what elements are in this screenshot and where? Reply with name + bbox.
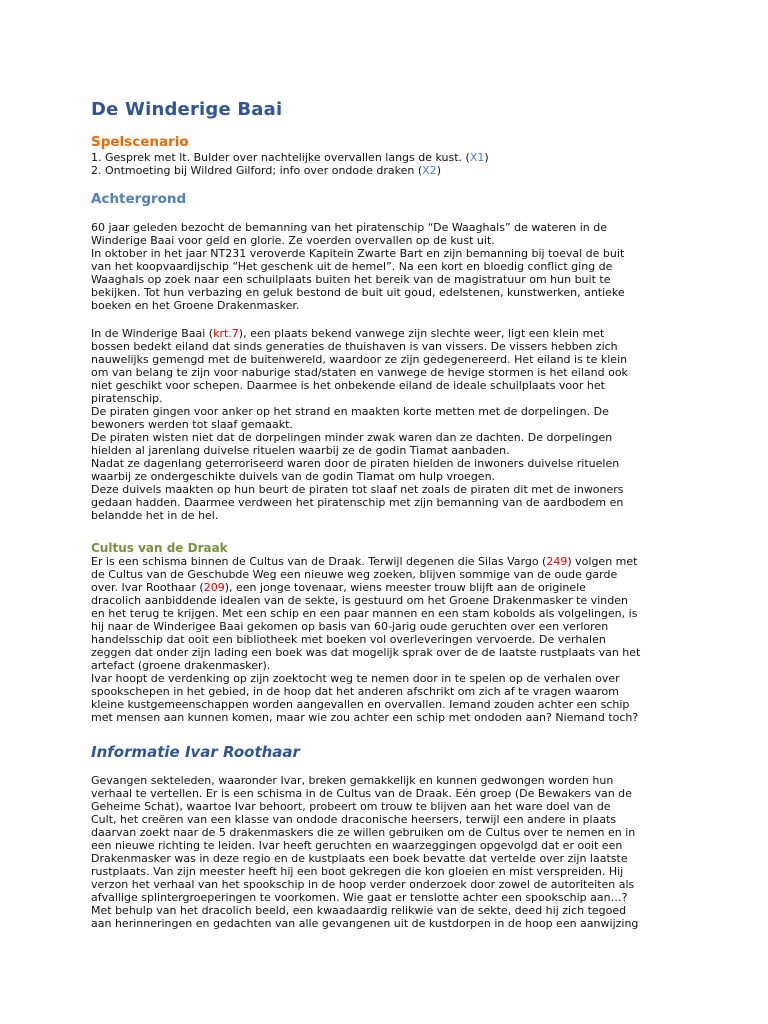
heading-informatie-ivar-roothaar: Informatie Ivar Roothaar (91, 743, 300, 761)
text-line: piratenschip. (91, 392, 163, 405)
list-item: 1. Gesprek met lt. Bulder over nachtelijke overvallen langs de kust. (X1) (91, 151, 489, 164)
text-line: over. Ivar Roothaar (209), een jonge tovenaar, wiens meester trouw blijft aan de originele (91, 581, 586, 594)
heading-spelscenario: Spelscenario (91, 134, 189, 150)
text-line: In de Winderige Baai (krt.7), een plaats bekend vanwege zijn slechte weer, ligt een klein met (91, 327, 605, 340)
text-line: aan herinneringen en gedachten van alle gevangenen uit de kustdorpen in de hoop een aanwijzing (91, 917, 639, 930)
text-line: 60 jaar geleden bezocht de bemanning van het piratenschip “De Waaghals” de wateren in de (91, 221, 608, 234)
text-line: Waaghals op zoek naar een schuilplaats buiten het bereik van de magistratuur om hun buit te (91, 273, 611, 286)
text-line: Nadat ze dagenlang geterroriseerd waren door de piraten hielden de inwoners duivelse rituelen (91, 457, 620, 470)
text-line: van het koopvaardijschip “Het geschenk uit de hemel”. Na een kort en bloedig conflict ging de (91, 260, 613, 273)
map-ref-krt7[interactable]: krt.7 (213, 327, 239, 340)
text-line: Deze duivels maakten op hun beurt de piraten tot slaaf net zoals de piraten dit met de inwoners (91, 483, 624, 496)
achtergrond-paragraph-2 (91, 327, 693, 522)
achtergrond-paragraph-1 (91, 221, 693, 312)
text-line: bossen bedekt eiland dat sinds generaties de thuishaven is van vissers. De vissers hebben zich (91, 340, 618, 353)
cultus-paragraph (91, 555, 693, 724)
heading-achtergrond: Achtergrond (91, 191, 187, 207)
text-line: Gevangen sekteleden, waaronder Ivar, breken gemakkelijk en kunnen gedwongen worden hun (91, 774, 614, 787)
text-line: Winderige Baai voor geld en glorie. Ze voerden overvallen op de kust uit. (91, 234, 495, 247)
text-line: De piraten wisten niet dat de dorpelingen minder zwak waren dan ze dachten. De dorpelingen (91, 431, 613, 444)
text-line: Er is een schisma binnen de Cultus van de Draak. Terwijl degenen die Silas Vargo (249) volgen met (91, 555, 638, 568)
scenario-link-x1[interactable]: X1 (469, 151, 485, 164)
text-line: verzon het verhaal van het spookschip in de hoop verder onderzoek door zowel de autoriteiten als (91, 878, 635, 891)
text-line: bewoners werden tot slaaf gemaakt. (91, 418, 293, 431)
text-line: belandde het in de hel. (91, 509, 219, 522)
text-line: Geheime Schat), waartoe Ivar behoort, probeert om trouw te blijven aan het ware doel van de (91, 800, 611, 813)
npc-ref-209[interactable]: 209 (203, 581, 225, 594)
text-line: kleine kustgemeenschappen worden aangevallen en overvallen. Iemand zouden achter een schip (91, 698, 630, 711)
text-line: en het terug te krijgen. Met een schip en een paar mannen en een stam kobolds als volgelingen, is (91, 607, 638, 620)
text-line: zeggen dat onder zijn lading een boek was dat mogelijk sprak over de de laatste rustplaats van het (91, 646, 641, 659)
spelscenario-list (91, 151, 693, 177)
npc-ref-249[interactable]: 249 (546, 555, 568, 568)
text-line: daarvan zoekt naar de 5 drakenmaskers die ze willen gebruiken om de Cultus over te nemen en in (91, 826, 636, 839)
text-line: Met behulp van het dracolich beeld, een kwaadaardig relikwie van de sekte, deed hij zich tegoed (91, 904, 627, 917)
text-line: Drakenmasker was in deze regio en de kustplaats een boek bevatte dat vertelde over zijn laatste (91, 852, 628, 865)
text-line: niet geschikt voor schepen. Daarmee is het onbekende eiland de ideale schuilplaats voor het (91, 379, 605, 392)
text-line: boeken en het Groene Drakenmasker. (91, 299, 300, 312)
text-line: De piraten gingen voor anker op het strand en maakten korte metten met de dorpelingen. De (91, 405, 609, 418)
text-line: afvallige splintergroeperingen te voorkomen. Wie gaat er tenslotte achter een spookschip aan…? (91, 891, 628, 904)
text-line: nauwelijks gemengd met de buitenwereld, waardoor ze zijn gedegenereerd. Het eiland is te klein (91, 353, 628, 366)
informatie-paragraph (91, 774, 693, 930)
text-line: handelsschip dat ooit een bibliotheek met boeken vol overleveringen vervoerde. De verhalen (91, 633, 606, 646)
text-line: een nieuwe richting te leiden. Ivar heeft geruchten en waarzeggingen opgevolgd dat er ooit een (91, 839, 623, 852)
page-title: De Winderige Baai (91, 99, 283, 120)
text-line: hij naar de Winderigee Baai gekomen op basis van 60-jarig oude geruchten over een verloren (91, 620, 609, 633)
text-line: In oktober in het jaar NT231 veroverde Kapitein Zwarte Bart en zijn bemanning bij toeval de buit (91, 247, 625, 260)
text-line: verhaal te vertellen. Er is een schisma in de Cultus van de Draak. Eén groep (De Bewakers van de (91, 787, 632, 800)
text-line: met mensen aan kunnen komen, maar wie zou achter een schip met ondoden aan? Niemand toch? (91, 711, 639, 724)
text-line: Ivar hoopt de verdenking op zijn zoektocht weg te nemen door in te spelen op de verhalen over (91, 672, 620, 685)
heading-cultus-van-de-draak: Cultus van de Draak (91, 541, 228, 555)
text-line: hielden al jarenlang duivelse rituelen waarbij ze de godin Tiamat aanbaden. (91, 444, 510, 457)
text-line: de Cultus van de Geschubde Weg een nieuwe weg zoeken, blijven sommige van de oude garde (91, 568, 618, 581)
scenario-link-x2[interactable]: X2 (422, 164, 437, 177)
text-line: om van belang te zijn voor naburige stad/staten en vanwege de hevige stormen is het eiland ook (91, 366, 628, 379)
text-line: gedaan hadden. Daarmee verdween het piratenschip met zijn bemanning van de aardbodem en (91, 496, 624, 509)
text-line: dracolich aanbiddende idealen van de sekte, is gestuurd om het Groene Drakenmasker te vinden (91, 594, 628, 607)
text-line: bekijken. Tot hun verbazing en geluk bestond de buit uit goud, edelstenen, kunstwerken, antieke (91, 286, 625, 299)
text-line: Cult, het creëren van een klasse van ondode draconische heersers, terwijl een andere in plaats (91, 813, 617, 826)
text-line: spookschepen in het gebied, in de hoop dat het anderen afschrikt om zich af te vragen waarom (91, 685, 619, 698)
list-item: 2. Ontmoeting bij Wildred Gilford; info over ondode draken (X2) (91, 164, 441, 177)
text-line: artefact (groene drakenmasker). (91, 659, 271, 672)
text-line: waarbij ze ondergeschikte duivels van de godin Tiamat om hulp vroegen. (91, 470, 496, 483)
text-line: rustplaats. Van zijn meester heeft hij een boot gekregen die kon gloeien en mist verspreiden. Hij (91, 865, 624, 878)
